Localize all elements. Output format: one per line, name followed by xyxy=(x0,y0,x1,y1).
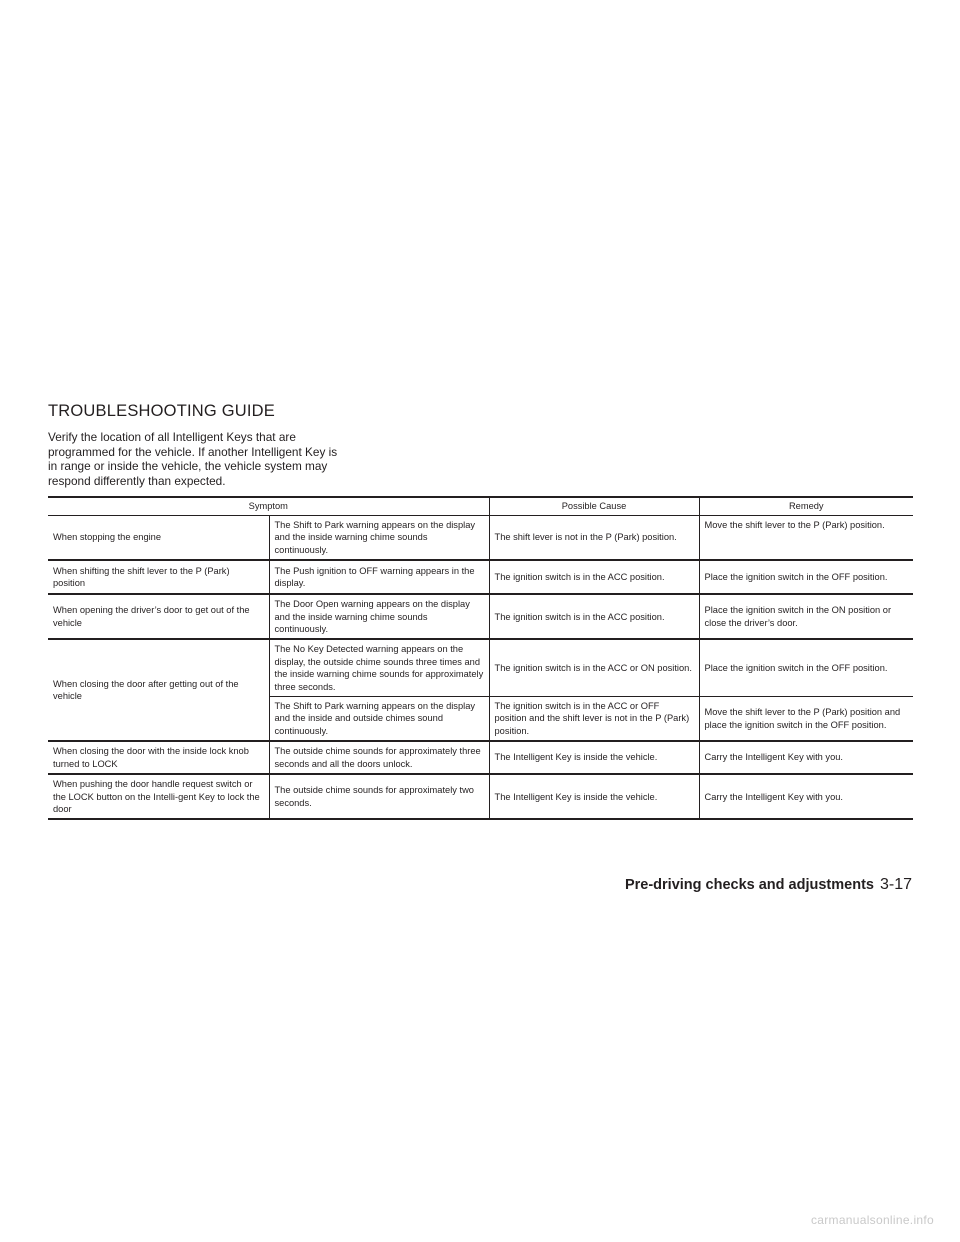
symptom-cell: When closing the door after getting out of the vehicle xyxy=(48,639,269,741)
remedy-cell: Place the ignition switch in the ON position or close the driver’s door. xyxy=(699,594,913,639)
troubleshooting-table xyxy=(48,496,913,820)
intro-paragraph: Verify the location of all Intelligent Keys that are programmed for the vehicle. If another Intelligent Key is in range or inside the vehicle, the vehicle system may respond differently than expected. xyxy=(48,430,338,488)
symptom-cell: When shifting the shift lever to the P (Park) position xyxy=(48,560,269,594)
symptom-cell: When pushing the door handle request switch or the LOCK button on the Intelli-gent Key to lock the door xyxy=(48,774,269,819)
remedy-cell: Carry the Intelligent Key with you. xyxy=(699,741,913,774)
header-possible-cause: Possible Cause xyxy=(489,497,699,516)
footer-page-number: 3-17 xyxy=(879,876,912,893)
table-row xyxy=(48,516,913,561)
page-footer xyxy=(625,876,912,894)
table-row xyxy=(48,774,913,819)
condition-cell: The Shift to Park warning appears on the display and the inside and outside chimes sound continuously. xyxy=(269,697,489,742)
table-row xyxy=(48,594,913,639)
remedy-cell: Carry the Intelligent Key with you. xyxy=(699,774,913,819)
symptom-cell: When closing the door with the inside lock knob turned to LOCK xyxy=(48,741,269,774)
table-row xyxy=(48,560,913,594)
cause-cell: The Intelligent Key is inside the vehicle. xyxy=(489,774,699,819)
footer-chapter-title: Pre-driving checks and adjustments xyxy=(624,877,874,893)
condition-cell: The outside chime sounds for approximately three seconds and all the doors unlock. xyxy=(269,741,489,774)
condition-cell: The Door Open warning appears on the display and the inside warning chime sounds continuously. xyxy=(269,594,489,639)
cause-cell: The ignition switch is in the ACC or ON position. xyxy=(489,639,699,696)
section-title: TROUBLESHOOTING GUIDE xyxy=(48,402,275,420)
condition-cell: The outside chime sounds for approximately two seconds. xyxy=(269,774,489,819)
remedy-cell: Place the ignition switch in the OFF position. xyxy=(699,639,913,696)
cause-cell: The ignition switch is in the ACC position. xyxy=(489,560,699,594)
table-row xyxy=(48,741,913,774)
table-row xyxy=(48,639,913,696)
header-remedy: Remedy xyxy=(699,497,913,516)
remedy-cell: Move the shift lever to the P (Park) position. xyxy=(699,516,913,561)
remedy-cell: Place the ignition switch in the OFF position. xyxy=(699,560,913,594)
cause-cell: The ignition switch is in the ACC or OFF position and the shift lever is not in the P (Park) position. xyxy=(489,697,699,742)
condition-cell: The Shift to Park warning appears on the display and the inside warning chime sounds continuously. xyxy=(269,516,489,561)
condition-cell: The Push ignition to OFF warning appears in the display. xyxy=(269,560,489,594)
symptom-cell: When stopping the engine xyxy=(48,516,269,561)
symptom-cell: When opening the driver’s door to get out of the vehicle xyxy=(48,594,269,639)
condition-cell: The No Key Detected warning appears on the display, the outside chime sounds three times and the inside warning chime sounds for approximately three seconds. xyxy=(269,639,489,696)
table-header-row xyxy=(48,497,913,516)
watermark: carmanualsonline.info xyxy=(810,1213,934,1227)
cause-cell: The shift lever is not in the P (Park) position. xyxy=(489,516,699,561)
cause-cell: The Intelligent Key is inside the vehicle. xyxy=(489,741,699,774)
header-symptom: Symptom xyxy=(48,497,489,516)
cause-cell: The ignition switch is in the ACC position. xyxy=(489,594,699,639)
remedy-cell: Move the shift lever to the P (Park) position and place the ignition switch in the OFF position. xyxy=(699,697,913,742)
